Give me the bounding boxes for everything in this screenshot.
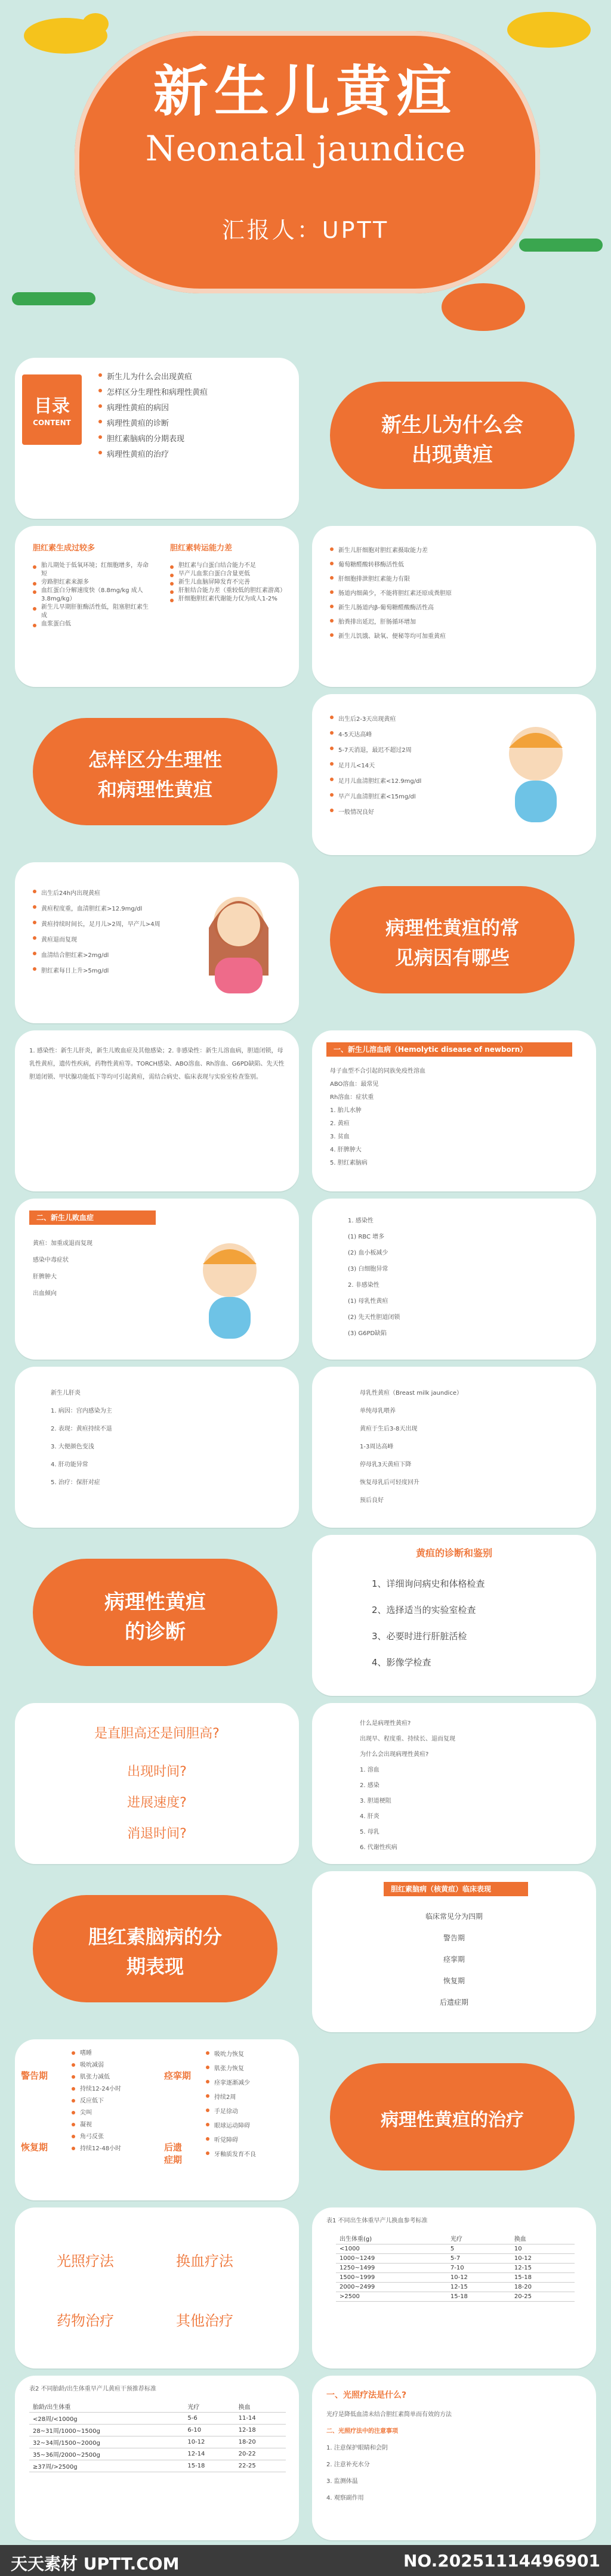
text-line: 为什么会出现病理性黄疸? [360,1751,429,1758]
hepatitis-lines [51,1385,277,1492]
section6-pill [330,2063,575,2171]
table-cell: 6-10 [184,2425,234,2436]
text-line: 肝脾肿大 [33,1274,57,1280]
table-header-row [29,2401,286,2413]
table-cell: <28周/<1000g [29,2413,184,2425]
transport-heading: 胆红素转运能力差 [170,544,233,553]
section1-title-line2: 出现黄疸 [412,443,493,467]
text-line: 1-3周达高峰 [360,1444,394,1450]
toc-item[interactable]: 病理性黄疸的病因 [98,401,289,416]
section4-pill [33,1559,277,1666]
table-header: 出生体重(g) [336,2233,447,2244]
table-cell: 2000~2499 [336,2283,447,2292]
sepsis-slide [15,1199,299,1360]
text-line: 母乳性黄疸（Breast milk jaundice） [360,1390,462,1397]
table-cell: 7-10 [447,2264,511,2273]
section3-slide [312,862,596,1023]
list-item: 吸吮减弱 [72,2060,155,2072]
text-line: 恢复母乳后可轻度回升 [360,1479,419,1486]
text-line: (1) 母乳性黄疸 [348,1298,388,1305]
table-row [336,2292,575,2302]
treatment-exchange: 换血疗法 [176,2253,233,2270]
list-item: 新生儿早期肝脏酶活性低，阻塞胆红素生成 [33,603,152,620]
section4-slide [15,1535,299,1696]
list-item: 血清结合胆红素>2mg/dl [33,948,182,964]
table-cell: 18-20 [511,2283,575,2292]
text-line: 黄疸于生后3-8天出现 [360,1426,418,1432]
section4-title-line1: 病理性黄疸 [104,1590,206,1614]
phototherapy-slide [312,2376,596,2540]
production-list [33,562,152,628]
causes-paragraph: 1. 感染性：新生儿肝炎，新生儿败血症及其他感染；2. 非感染性：新生儿溶血病，胆道闭锁，母乳性黄疸，遗传性疾病，药物性黄疸等。TORCH感染、ABO溶血、Rh溶血、G6PD缺陷、先天性胆道闭锁、甲状腺功能低下等均可引起黄疸，需结合病史、临床表现与实验室检查鉴别。 [29,1048,285,1080]
list-item: 眼球运动障碍 [206,2119,289,2134]
table-cell: 5-7 [447,2254,511,2264]
toc-badge [22,374,82,445]
list-item: 血红蛋白分解速度快（8.8mg/kg 成人3.8mg/kg） [33,587,152,603]
table-cell: 12-18 [235,2425,286,2436]
text-line: 出血倾向 [33,1290,57,1297]
text-line: 出现早、程度重、持续长、退而复现 [360,1736,455,1742]
table-cell: 11-14 [235,2413,286,2425]
text-line: 2. 表现：黄疸持续不退 [51,1426,112,1432]
table1-slide [312,2207,596,2368]
stage-label: 恢复期 [21,2142,48,2153]
text-line: 黄疸：加重或退而复现 [33,1240,92,1247]
stage-item: 警告期 [443,1934,465,1942]
table-cell: 1500~1999 [336,2273,447,2283]
stage-label: 后遗症期 [164,2142,183,2165]
section2-title-line1: 怎样区分生理性 [88,748,222,771]
list-item: 黄疸程度重，血清胆红素>12.9mg/dl [33,902,182,917]
table-header: 光疗 [447,2233,511,2244]
text-line: 2. 非感染性 [348,1282,379,1289]
toc-badge-sublabel: CONTENT [33,419,71,427]
diagnosis-title: 黄疸的诊断和鉴别 [415,1547,492,1559]
table-header-row [336,2233,575,2244]
liver-list [330,544,581,644]
text-line: 新生儿肝炎 [51,1390,81,1397]
list-item: 黄疸退而复现 [33,933,182,948]
liver-metabolism-slide [312,526,596,687]
text-line: 什么是病理性黄疸? [360,1720,411,1727]
text-line: 1. 注意保护眼睛和会阴 [326,2445,388,2451]
list-item: 足月儿血清胆红素<12.9mg/dl [330,774,473,789]
toc-item[interactable]: 怎样区分生理性和病理性黄疸 [98,385,289,401]
table-header: 胎龄/出生体重 [29,2401,184,2413]
question-list [15,1757,299,1850]
breast-milk-lines [360,1385,575,1510]
table-cell: 20-22 [235,2448,286,2460]
list-item: 持续2周 [206,2091,289,2105]
list-item: 5-7天消退，最迟不超过2周 [330,743,473,758]
causes-classification-slide [312,1199,596,1360]
watermark-footer [0,2545,611,2576]
text-line: 预后良好 [360,1497,384,1504]
section5-pill [33,1895,277,2002]
text-line: 6. 代谢性疾病 [360,1844,397,1851]
stages-list [312,1906,596,2013]
baby-illustration-icon [491,718,581,831]
list-item: 足月儿<14天 [330,758,473,774]
table-cell: 10-12 [184,2436,234,2448]
list-item: 4-5天达高峰 [330,727,473,743]
table-cell: 1250~1499 [336,2264,447,2273]
toc-slide [15,358,299,519]
text-line: 3. 监测体温 [326,2478,358,2485]
list-item: 葡萄糖醛酸转移酶活性低 [330,558,581,572]
list-item: 痉挛逐渐减少 [206,2076,289,2091]
physiological-jaundice-slide [312,694,596,855]
classification-lines [348,1213,575,1342]
list-item: 胆红素与白蛋白结合能力不足 [170,562,289,570]
section1-title-line1: 新生儿为什么会 [381,413,523,437]
toc-item[interactable]: 病理性黄疸的治疗 [98,447,289,463]
table-cell: 22-25 [235,2460,286,2472]
table-cell: <1000 [336,2244,447,2254]
section3-title-line2: 见病因有哪些 [394,946,510,969]
table-row [29,2448,286,2460]
list-item: 肝细胞排泄胆红素能力有限 [330,572,581,587]
toc-badge-label: 目录 [34,396,70,417]
stage-symptoms-right [206,2048,289,2162]
table-row [336,2283,575,2292]
section2-title-line2: 和病理性黄疸 [97,778,212,801]
table1-caption: 表1 不同出生体重早产儿换血参考标准 [326,2218,428,2224]
list-item: 持续12-24小时 [72,2083,155,2095]
section5-title-line2: 期表现 [126,1955,184,1978]
question-main: 是直胆高还是间胆高? [94,1726,220,1741]
stage-item: 后遗症期 [439,1998,468,2007]
question-item: 出现时间? [127,1764,187,1779]
text-line: (3) 白细胞异常 [348,1266,388,1272]
table-row [29,2413,286,2425]
table-row [29,2425,286,2436]
footer-site: 天天素材 UPTT.COM [11,2554,180,2574]
text-line: 5. 胆红素脑病 [330,1160,368,1166]
list-item: 早产儿血清胆红素<15mg/dl [330,789,473,805]
diagnosis-steps-slide [312,1535,596,1696]
hepatitis-slide [15,1367,299,1528]
table-cell: 5-6 [184,2413,234,2425]
table-cell: 15-18 [184,2460,234,2472]
treatment-other: 其他治疗 [176,2312,233,2329]
table2-slide [15,2376,299,2540]
table1 [336,2233,575,2302]
section4-title-line2: 的诊断 [125,1620,186,1644]
text-line: 4. 肝功能异常 [51,1462,88,1468]
list-item: 吸吮力恢复 [206,2048,289,2062]
text-line: 2. 注意补充水分 [326,2462,370,2468]
table-header: 换血 [235,2401,286,2413]
list-item: 听觉障碍 [206,2134,289,2148]
list-item: 新生儿肝细胞对胆红素摄取能力差 [330,544,581,558]
table-cell: ≥37周/>2500g [29,2460,184,2472]
pathological-list [33,886,182,979]
list-item: 肌张力减低 [72,2072,155,2083]
list-item: 一般情况良好 [330,805,473,821]
table-cell: 15-18 [511,2273,575,2283]
text-line: (2) 血小板减少 [348,1250,388,1256]
list-item: 1、详细询问病史和体格检查 [372,1578,485,1589]
text-line: 1. 溶血 [360,1767,379,1773]
stages-detail-slide [15,2039,299,2200]
table-row [29,2436,286,2448]
list-item: 2、选择适当的实验室检查 [372,1605,476,1615]
list-item: 出生后2-3天出现黄疸 [330,712,473,727]
production-heading: 胆红素生成过较多 [33,544,95,553]
list-item: 持续12-48小时 [72,2143,155,2155]
table-cell: 15-18 [447,2292,511,2302]
text-line: 停母乳3天黄疸下降 [360,1462,412,1468]
kernicterus-header: 胆红素脑病（核黄疸）临床表现 [384,1882,528,1896]
diagnosis-steps [372,1571,575,1676]
text-line: 4. 肝脾肿大 [330,1147,362,1153]
table-cell: 5 [447,2244,511,2254]
list-item: 新生儿肠道内β-葡萄糖醛酸酶活性高 [330,601,581,615]
phototherapy-title: 一、光照疗法是什么? [326,2391,407,2400]
transport-list [170,562,289,603]
list-item: 胎粪排出延迟，肝肠循环增加 [330,615,581,630]
toc-item[interactable]: 病理性黄疸的诊断 [98,416,289,432]
text-line: (1) RBC 增多 [348,1234,385,1240]
text-line: 3. 胆道梗阻 [360,1798,391,1804]
list-item: 胆红素每日上升>5mg/dl [33,964,182,979]
text-line: 3. 大便颜色变浅 [51,1444,94,1450]
list-item: 嗜睡 [72,2048,155,2060]
diagnosis-questions-slide [15,1703,299,1864]
list-item: 旁路胆红素来源多 [33,578,152,587]
table-row [336,2264,575,2273]
section1-pill [330,382,575,489]
table-row [336,2244,575,2254]
text-line: 光疗是降低血清未结合胆红素简单而有效的方法 [326,2411,452,2418]
list-item: 手足徐动 [206,2105,289,2119]
table-header: 换血 [511,2233,575,2244]
list-item: 黄疸持续时间长，足月儿>2周，早产儿>4周 [33,917,182,933]
causes-text-slide [15,1030,299,1191]
text-line: 2. 黄疸 [330,1120,350,1127]
section6-title: 病理性黄疸的治疗 [381,2110,524,2131]
table-cell: 10-12 [511,2254,575,2264]
table-cell: 1000~1249 [336,2254,447,2264]
question-item: 进展速度? [127,1795,187,1810]
toc-list [98,370,289,463]
list-item: 反应低下 [72,2095,155,2107]
section5-slide [15,1871,299,2032]
section5-title-line1: 胆红素脑病的分 [88,1925,222,1948]
text-line: 二、光照疗法中的注意事项 [326,2428,398,2435]
section3-pill [330,886,575,993]
toc-item[interactable]: 胆红素脑病的分期表现 [98,432,289,447]
list-item: 血浆蛋白低 [33,620,152,628]
list-item: 早产儿血浆白蛋白含量更低 [170,570,289,578]
section2-pill [33,718,277,825]
sepsis-header: 二、新生儿败血症 [29,1210,156,1225]
stage-item: 恢复期 [443,1977,465,1985]
text-line: 感染中毒症状 [33,1257,69,1264]
table-cell: 12-15 [511,2264,575,2273]
text-line: 母子血型不合引起的同族免疫性溶血 [330,1068,425,1075]
kernicterus-stages-slide [312,1871,596,2032]
text-line: 1. 胎儿水肿 [330,1107,362,1114]
hemolytic-header: 一、新生儿溶血病（Hemolytic disease of newborn） [326,1042,572,1057]
physiological-list [330,712,473,821]
table-cell: 10 [511,2244,575,2254]
toc-item[interactable]: 新生儿为什么会出现黄疸 [98,370,289,385]
breast-milk-jaundice-slide [312,1367,596,1528]
text-line: 1. 感染性 [348,1218,374,1224]
stage-item: 临床常见分为四期 [425,1912,483,1921]
list-item: 肝细胞胆红素代谢能力仅为成人1-2% [170,595,289,603]
stage-item: 痉挛期 [443,1955,465,1964]
hemolytic-disease-slide [312,1030,596,1191]
treatment-drug: 药物治疗 [57,2312,114,2329]
treatment-methods-slide [15,2207,299,2368]
text-line: 4. 肝炎 [360,1813,379,1820]
list-item: 胎儿期处于低氧环境；红细胞增多，寿命短 [33,562,152,578]
table-cell: 12-15 [447,2283,511,2292]
cover-subtitle: Neonatal jaundice [145,128,466,169]
list-item: 3、必要时进行肝脏活检 [372,1631,467,1642]
table-cell: 32~34周/1500~2000g [29,2436,184,2448]
list-item: 新生儿饥饿、缺氧、便秘等均可加重黄疸 [330,630,581,644]
text-line: 1. 病因：宫内感染为主 [51,1408,112,1414]
treatment-phototherapy: 光照疗法 [57,2253,114,2270]
list-item: 肌张力恢复 [206,2062,289,2076]
list-item: 肝脏结合能力差（重较低的胆红素游离） [170,587,289,595]
pathological-definition-slide [312,1703,596,1864]
table-cell: 12-14 [184,2448,234,2460]
definition-lines [360,1716,587,1856]
table-cell: 18-20 [235,2436,286,2448]
text-line: 4. 观察副作用 [326,2495,364,2501]
mother-illustration-icon [194,886,283,999]
list-item: 新生儿血脑屏障发育不完善 [170,578,289,587]
text-line: 2. 感染 [360,1782,379,1789]
list-item: 肠道内细菌少，不能将胆红素还原成粪胆原 [330,587,581,601]
crocodile-decoration-icon [12,280,95,316]
list-item: 牙釉质发育不良 [206,2148,289,2162]
hemolytic-lines [330,1065,581,1170]
table2-caption: 表2 不同胎龄/出生体重早产儿黄疸干预推荐标准 [29,2386,156,2392]
list-item: 凝视 [72,2119,155,2131]
stage-symptoms-left [72,2048,155,2155]
baby-illustration-icon [182,1234,277,1348]
text-line: (2) 先天性胆道闭锁 [348,1314,400,1321]
cover-title: 新生儿黄疸 [153,60,458,123]
section2-slide [15,694,299,855]
section6-slide [312,2039,596,2200]
stage-label: 痉挛期 [164,2070,192,2081]
section3-title-line1: 病理性黄疸的常 [385,917,519,939]
text-line: (3) G6PD缺陷 [348,1330,387,1337]
table-cell: 10-12 [447,2273,511,2283]
table-cell: 28~31周/1000~1500g [29,2425,184,2436]
phototherapy-lines [326,2407,583,2507]
text-line: ABO溶血：最常见 [330,1081,379,1088]
table2 [29,2401,286,2472]
list-item: 4、影像学检查 [372,1657,431,1668]
text-line: 5. 母乳 [360,1829,379,1835]
table-row [336,2273,575,2283]
table-cell: >2500 [336,2292,447,2302]
cover-slide [0,0,611,352]
section1-slide [312,358,596,519]
table-row [336,2254,575,2264]
table-row [29,2460,286,2472]
text-line: Rh溶血：症状重 [330,1094,374,1101]
bilirubin-production-slide [15,526,299,687]
question-item: 消退时间? [127,1826,187,1841]
pathological-jaundice-slide [15,862,299,1023]
list-item: 角弓反张 [72,2131,155,2143]
table-cell: 35~36周/2000~2500g [29,2448,184,2460]
list-item: 尖叫 [72,2107,155,2119]
cover-reporter: 汇报人：UPTT [221,217,390,243]
stage-label: 警告期 [21,2070,48,2081]
table-cell: 20-25 [511,2292,575,2302]
sepsis-lines [33,1236,164,1302]
table-header: 光疗 [184,2401,234,2413]
text-line: 5. 治疗：保肝对症 [51,1479,100,1486]
footer-number: NO.20251114496901 [403,2551,600,2571]
list-item: 出生后24h内出现黄疸 [33,886,182,902]
text-line: 3. 贫血 [330,1134,350,1140]
text-line: 单纯母乳喂养 [360,1408,396,1414]
